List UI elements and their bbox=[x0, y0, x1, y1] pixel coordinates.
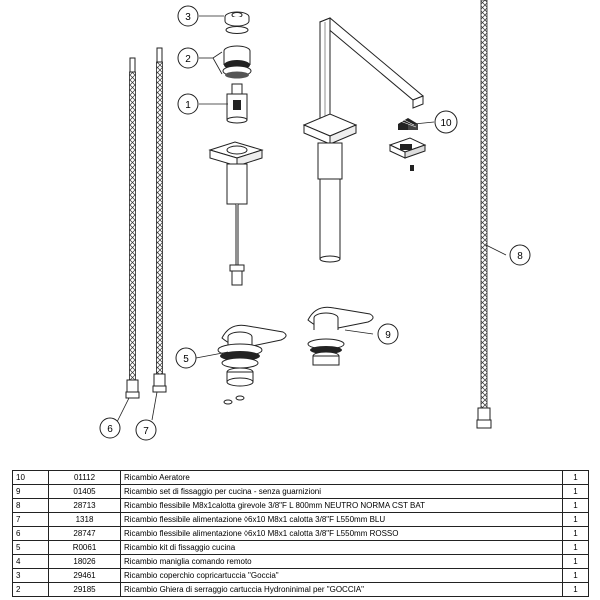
callout-5-label: 5 bbox=[183, 354, 189, 365]
callout-2-label: 2 bbox=[185, 54, 191, 65]
callout-10 bbox=[435, 111, 457, 133]
part-position: 2 bbox=[13, 583, 49, 597]
part-position: 5 bbox=[13, 541, 49, 555]
part-quantity: 1 bbox=[563, 513, 589, 527]
callout-3 bbox=[178, 6, 198, 26]
table-row bbox=[13, 513, 589, 527]
part-quantity: 1 bbox=[563, 485, 589, 499]
callout-1 bbox=[178, 94, 198, 114]
part-quantity: 1 bbox=[563, 569, 589, 583]
part-code: 29461 bbox=[49, 569, 121, 583]
callout-9-label: 9 bbox=[385, 330, 391, 341]
part-code: 28713 bbox=[49, 499, 121, 513]
callout-3-label: 3 bbox=[185, 12, 191, 23]
callout-6-label: 6 bbox=[107, 424, 113, 435]
parts-list-table bbox=[12, 470, 589, 597]
part-code: R0061 bbox=[49, 541, 121, 555]
table-row bbox=[13, 471, 589, 485]
part-quantity: 1 bbox=[563, 471, 589, 485]
hose-7-blue bbox=[153, 48, 166, 392]
part-code: 1318 bbox=[49, 513, 121, 527]
table-row bbox=[13, 527, 589, 541]
cover-cap-3 bbox=[225, 12, 249, 34]
part-code: 01405 bbox=[49, 485, 121, 499]
callout-8 bbox=[510, 245, 530, 265]
part-code: 18026 bbox=[49, 555, 121, 569]
part-quantity: 1 bbox=[563, 527, 589, 541]
callout-2 bbox=[178, 48, 198, 68]
remote-handle-body bbox=[210, 142, 262, 285]
callout-5 bbox=[176, 348, 196, 368]
callout-8-label: 8 bbox=[517, 251, 523, 262]
part-position: 6 bbox=[13, 527, 49, 541]
locking-ring-2 bbox=[223, 46, 251, 79]
callout-10-label: 10 bbox=[440, 118, 452, 129]
part-description: Ricambio maniglia comando remoto bbox=[121, 555, 563, 569]
part-description: Ricambio flessibile alimentazione ◊6x10 M8x1 calotta 3/8"F L550mm BLU bbox=[121, 513, 563, 527]
part-description: Ricambio flessibile alimentazione ◊6x10 M8x1 calotta 3/8"F L550mm ROSSO bbox=[121, 527, 563, 541]
part-description: Ricambio Ghiera di serraggio cartuccia Hydroninimal per "GOCCIA" bbox=[121, 583, 563, 597]
part-description: Ricambio coperchio copricartuccia "Goccia" bbox=[121, 569, 563, 583]
table-row bbox=[13, 583, 589, 597]
part-description: Ricambio kit di fissaggio cucina bbox=[121, 541, 563, 555]
callout-7 bbox=[136, 420, 156, 440]
part-position: 10 bbox=[13, 471, 49, 485]
part-description: Ricambio flessibile M8x1calotta girevole 3/8"F L 800mm NEUTRO NORMA CST BAT bbox=[121, 499, 563, 513]
part-quantity: 1 bbox=[563, 555, 589, 569]
table-row bbox=[13, 541, 589, 555]
callout-7-label: 7 bbox=[143, 426, 149, 437]
hose-8-long bbox=[477, 0, 491, 428]
part-position: 4 bbox=[13, 555, 49, 569]
part-code: 01112 bbox=[49, 471, 121, 485]
part-quantity: 1 bbox=[563, 541, 589, 555]
leader-lines bbox=[116, 16, 506, 424]
callout-6 bbox=[100, 418, 120, 438]
fixing-kit-5 bbox=[218, 325, 286, 404]
part-position: 8 bbox=[13, 499, 49, 513]
part-quantity: 1 bbox=[563, 499, 589, 513]
part-code: 28747 bbox=[49, 527, 121, 541]
part-quantity: 1 bbox=[563, 583, 589, 597]
table-row bbox=[13, 555, 589, 569]
part-position: 9 bbox=[13, 485, 49, 499]
aerator-10 bbox=[390, 118, 425, 171]
parts-list-body bbox=[13, 471, 589, 597]
hose-6-red bbox=[126, 58, 139, 398]
part-code: 29185 bbox=[49, 583, 121, 597]
part-description: Ricambio Aeratore bbox=[121, 471, 563, 485]
part-position: 7 bbox=[13, 513, 49, 527]
table-row bbox=[13, 569, 589, 583]
cartridge-1 bbox=[227, 84, 247, 123]
fixing-set-9 bbox=[308, 307, 373, 365]
part-position: 3 bbox=[13, 569, 49, 583]
table-row bbox=[13, 499, 589, 513]
callout-9 bbox=[378, 324, 398, 344]
part-description: Ricambio set di fissaggio per cucina - senza guarnizioni bbox=[121, 485, 563, 499]
table-row bbox=[13, 485, 589, 499]
callout-1-label: 1 bbox=[185, 100, 191, 111]
